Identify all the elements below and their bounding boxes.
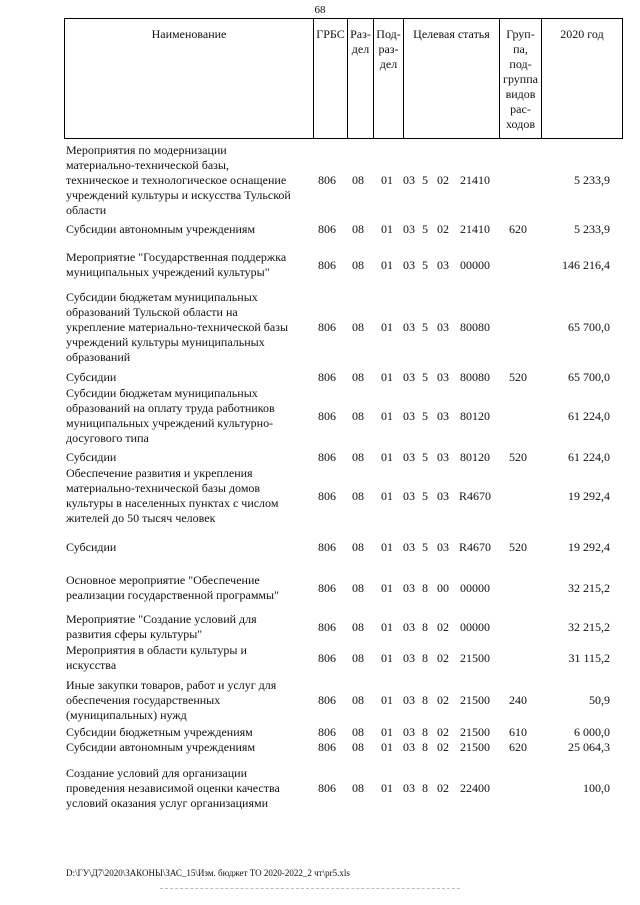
row-podrazdel: 01 [381,620,393,634]
header-grbs: ГРБС [313,19,347,138]
row-cs3: 03 [437,370,449,384]
row-cs1: 03 [403,740,415,754]
row-name: Субсидии [66,370,117,384]
row-razdel: 08 [352,581,364,595]
row-name: Обеспечение развития и укрепления материально-технической базы домов культуры в населенных пунктах с числом жителей до 50 тысяч человек [66,466,279,525]
row-cs3: 03 [437,258,449,272]
row-name: Субсидии [66,540,117,554]
row-sum: 65 700,0 [568,320,610,334]
row-sum: 100,0 [583,781,610,795]
row-cs1: 03 [403,258,415,272]
row-razdel: 08 [352,222,364,236]
row-name: Мероприятие "Создание условий для развития сферы культуры" [66,612,257,641]
row-sum: 31 115,2 [568,651,610,665]
row-cs4: 00000 [460,581,490,595]
row-cs3: 02 [437,725,449,739]
row-podrazdel: 01 [381,740,393,754]
row-name: Иные закупки товаров, работ и услуг для обеспечения государственных (муниципальных) нужд [66,678,277,722]
footer-divider [160,888,460,889]
row-name: Создание условий для организации проведения независимой оценки качества условий оказания услуг организациями [66,766,280,810]
row-cs2: 5 [422,450,428,464]
row-cs1: 03 [403,370,415,384]
row-vid: 610 [509,725,527,739]
row-razdel: 08 [352,173,364,187]
row-grbs: 806 [318,489,336,503]
row-cs2: 5 [422,370,428,384]
row-cs1: 03 [403,620,415,634]
row-sum: 65 700,0 [568,370,610,384]
row-sum: 5 233,9 [574,173,610,187]
row-podrazdel: 01 [381,581,393,595]
row-podrazdel: 01 [381,489,393,503]
row-cs3: 02 [437,222,449,236]
row-razdel: 08 [352,740,364,754]
row-cs3: 02 [437,651,449,665]
row-razdel: 08 [352,450,364,464]
row-cs3: 03 [437,489,449,503]
row-podrazdel: 01 [381,370,393,384]
header-name: Наименование [151,27,227,41]
row-cs4: 80120 [460,450,490,464]
row-grbs: 806 [318,173,336,187]
row-sum: 32 215,2 [568,620,610,634]
row-cs1: 03 [403,693,415,707]
row-cs1: 03 [403,222,415,236]
row-name: Субсидии бюджетным учреждениям [66,725,253,739]
row-sum: 61 224,0 [568,409,610,423]
row-cs2: 8 [422,781,428,795]
row-razdel: 08 [352,370,364,384]
row-name: Субсидии бюджетам муниципальных образований на оплату труда работников муниципальных учреждений культурно- досугового типа [66,386,275,445]
row-razdel: 08 [352,781,364,795]
row-cs3: 02 [437,693,449,707]
row-cs3: 00 [437,581,449,595]
row-cs1: 03 [403,651,415,665]
row-cs4: 80080 [460,370,490,384]
row-podrazdel: 01 [381,222,393,236]
row-cs4: 21410 [460,222,490,236]
row-razdel: 08 [352,725,364,739]
row-cs2: 8 [422,651,428,665]
row-cs1: 03 [403,725,415,739]
row-cs2: 5 [422,222,428,236]
row-razdel: 08 [352,489,364,503]
row-cs2: 8 [422,693,428,707]
header-podrazdel: Под- раз- дел [373,19,403,138]
header-expense-group: Груп- па, под- группа видов рас- ходов [499,19,541,138]
row-cs1: 03 [403,173,415,187]
row-podrazdel: 01 [381,781,393,795]
row-podrazdel: 01 [381,693,393,707]
header-year: 2020 год [541,19,622,138]
row-cs1: 03 [403,450,415,464]
row-cs2: 5 [422,489,428,503]
row-cs2: 5 [422,258,428,272]
row-razdel: 08 [352,320,364,334]
row-podrazdel: 01 [381,651,393,665]
row-cs3: 02 [437,740,449,754]
row-grbs: 806 [318,781,336,795]
row-vid: 620 [509,222,527,236]
row-grbs: 806 [318,258,336,272]
row-cs4: R4670 [458,489,491,503]
row-podrazdel: 01 [381,173,393,187]
row-podrazdel: 01 [381,258,393,272]
row-razdel: 08 [352,258,364,272]
row-sum: 5 233,9 [574,222,610,236]
row-cs4: 00000 [460,620,490,634]
row-sum: 32 215,2 [568,581,610,595]
row-sum: 25 064,3 [568,740,610,754]
row-cs2: 8 [422,620,428,634]
row-vid: 520 [509,450,527,464]
row-name: Основное мероприятие "Обеспечение реализации государственной программы" [66,573,279,602]
row-cs3: 03 [437,409,449,423]
row-cs2: 5 [422,409,428,423]
row-vid: 240 [509,693,527,707]
row-cs4: 80080 [460,320,490,334]
row-grbs: 806 [318,651,336,665]
row-sum: 6 000,0 [574,725,610,739]
row-grbs: 806 [318,222,336,236]
row-razdel: 08 [352,651,364,665]
row-cs3: 02 [437,781,449,795]
row-grbs: 806 [318,540,336,554]
row-cs3: 02 [437,620,449,634]
footer-file-path: D:\ГУ\Д7\2020\ЗАКОНЫ\ЗАС_15\Изм. бюджет ТО 2020-2022_2 чт\pr5.xls [66,868,350,878]
row-name: Субсидии бюджетам муниципальных образований Тульской области на укрепление материально-технической базы учреждений культуры муниципальных образований [66,290,289,364]
row-podrazdel: 01 [381,540,393,554]
row-cs4: 80120 [460,409,490,423]
row-cs3: 03 [437,450,449,464]
row-cs4: 21500 [460,651,490,665]
row-cs4: 21410 [460,173,490,187]
row-cs1: 03 [403,409,415,423]
row-grbs: 806 [318,620,336,634]
row-cs1: 03 [403,489,415,503]
row-cs3: 02 [437,173,449,187]
row-cs2: 8 [422,581,428,595]
row-grbs: 806 [318,725,336,739]
row-cs1: 03 [403,581,415,595]
row-cs4: R4670 [458,540,491,554]
header-razdel: Раз- дел [347,19,373,138]
row-sum: 19 292,4 [568,489,610,503]
row-name: Субсидии автономным учреждениям [66,740,256,754]
row-grbs: 806 [318,450,336,464]
row-cs2: 5 [422,173,428,187]
row-cs2: 5 [422,320,428,334]
header-target-article: Целевая статья [403,19,499,138]
row-razdel: 08 [352,620,364,634]
row-cs2: 8 [422,740,428,754]
row-cs1: 03 [403,320,415,334]
row-name: Мероприятия в области культуры и искусства [66,643,247,672]
row-name: Мероприятия по модернизации материально-технической базы, техническое и технологическое оснащение учреждений культуры и искусства Тульской области [66,143,291,217]
row-razdel: 08 [352,693,364,707]
row-sum: 50,9 [589,693,610,707]
row-name: Субсидии автономным учреждениям [66,222,256,236]
row-grbs: 806 [318,370,336,384]
row-cs4: 21500 [460,693,490,707]
row-grbs: 806 [318,320,336,334]
row-vid: 520 [509,540,527,554]
row-sum: 61 224,0 [568,450,610,464]
row-cs3: 03 [437,540,449,554]
row-cs2: 8 [422,725,428,739]
row-podrazdel: 01 [381,320,393,334]
row-grbs: 806 [318,740,336,754]
row-grbs: 806 [318,693,336,707]
row-name: Субсидии [66,450,117,464]
row-cs4: 21500 [460,725,490,739]
row-razdel: 08 [352,540,364,554]
table-header [64,18,623,139]
row-grbs: 806 [318,409,336,423]
row-podrazdel: 01 [381,725,393,739]
row-razdel: 08 [352,409,364,423]
row-vid: 520 [509,370,527,384]
row-cs1: 03 [403,540,415,554]
row-vid: 620 [509,740,527,754]
row-cs2: 5 [422,540,428,554]
row-sum: 19 292,4 [568,540,610,554]
row-cs4: 00000 [460,258,490,272]
row-cs1: 03 [403,781,415,795]
row-cs4: 21500 [460,740,490,754]
row-sum: 146 216,4 [562,258,610,272]
page-number: 68 [314,4,326,16]
row-grbs: 806 [318,581,336,595]
row-cs4: 22400 [460,781,490,795]
row-podrazdel: 01 [381,450,393,464]
row-cs3: 03 [437,320,449,334]
row-name: Мероприятие "Государственная поддержка муниципальных учреждений культуры" [66,250,287,279]
row-podrazdel: 01 [381,409,393,423]
